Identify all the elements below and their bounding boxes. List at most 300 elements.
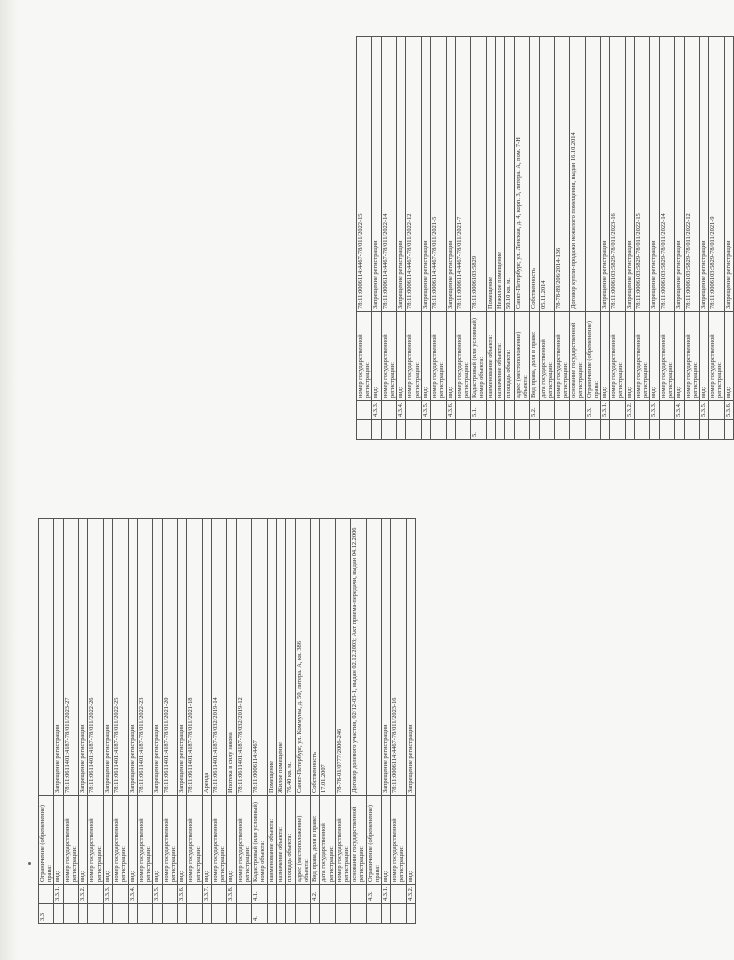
field-value: Запрещение регистрации (178, 519, 187, 796)
field-value: Собственность (530, 37, 539, 312)
field-value: Запрещение регистрации (446, 37, 455, 312)
field-label: вид: (202, 796, 211, 885)
field-label: Ограничение (обременение) права: (39, 796, 54, 885)
field-value: 78-78-89/206/2014-136 (554, 37, 569, 312)
field-label: Кадастровый (или условный) номер объекта: (252, 796, 267, 885)
item-number: 5.3.4. (675, 401, 684, 420)
table-row (397, 37, 406, 440)
table-row (178, 519, 187, 924)
item-number: 4.3. (366, 885, 381, 904)
item-number (496, 401, 505, 420)
table-row (88, 519, 103, 924)
section-number (600, 420, 609, 440)
item-number (137, 885, 152, 904)
item-number: 4.3.3. (372, 401, 381, 420)
table-row (391, 519, 406, 924)
item-number: 4.3.2. (406, 885, 415, 904)
field-value: Договор купли-продажи нежилого помещения, выдан 16.10.2014 (570, 37, 585, 312)
field-value: Помещение (486, 37, 495, 312)
field-label: номер государственной регистрации: (88, 796, 103, 885)
field-value (585, 37, 600, 312)
field-value: Запрещение регистрации (699, 37, 708, 312)
table-row (554, 37, 569, 440)
field-label: номер государственной регистрации: (659, 312, 674, 401)
field-label: номер государственной регистрации: (684, 312, 699, 401)
table-row (421, 37, 430, 440)
field-value: 50.10 кв. м. (505, 37, 514, 312)
field-label: Ограничение (обременение) права: (585, 312, 600, 401)
section-number (650, 420, 659, 440)
field-label: номер государственной регистрации: (113, 796, 128, 885)
field-label: вид: (699, 312, 708, 401)
table-row (699, 37, 708, 440)
section-number (421, 420, 430, 440)
section-number (496, 420, 505, 440)
item-number (709, 401, 724, 420)
table-row (335, 519, 350, 924)
field-value: 78:11:0611401:4187-78/032/2019-12 (236, 519, 251, 796)
item-number (570, 401, 585, 420)
field-label: площадь объекта: (286, 796, 295, 885)
item-number: 5.2. (530, 401, 539, 420)
field-label: номер государственной регистрации: (554, 312, 569, 401)
table-row (675, 37, 684, 440)
field-value: Нежилое помещение (496, 37, 505, 312)
section-number (381, 420, 396, 440)
item-number (635, 401, 650, 420)
field-value: 78-78-01/0777/2006-246 (335, 519, 350, 796)
field-label: номер государственной регистрации: (381, 312, 396, 401)
table-row (455, 37, 470, 440)
item-number: 4.3.4. (397, 401, 406, 420)
item-number: 5.3.1. (600, 401, 609, 420)
field-label: основание государственной регистрации: (351, 796, 366, 885)
field-label: вид: (227, 796, 236, 885)
field-label: Вид права, доля в праве: (311, 796, 320, 885)
field-value: 17.01.2007 (320, 519, 335, 796)
field-label: номер государственной регистрации: (187, 796, 202, 885)
item-number (162, 885, 177, 904)
field-value: Договор долевого участия, 02/12-03-1, выдан 02.12.2003; Акт приема-передачи, выдан 04.12.2006 (351, 519, 366, 796)
item-number: 4.1. (252, 885, 267, 904)
table-row (471, 37, 486, 440)
table-row (381, 519, 390, 924)
item-number: 4.3.5. (421, 401, 430, 420)
section-number (372, 420, 381, 440)
table-row (610, 37, 625, 440)
field-value: 78:11:0006103:5829-78/011/2021-9 (709, 37, 724, 312)
field-value: 78:11:0006114:4467-78/011/2022-14 (381, 37, 396, 312)
item-number: 3.3.3. (103, 885, 112, 904)
section-number (276, 904, 285, 924)
item-number: 4.3.1. (381, 885, 390, 904)
table-row (103, 519, 112, 924)
scan-speck (28, 862, 31, 865)
field-value: 78:11:0611401:4187-78/011/2021-20 (162, 519, 177, 796)
section-number (514, 420, 529, 440)
field-label: номер государственной регистрации: (431, 312, 446, 401)
field-label: вид: (178, 796, 187, 885)
table-row (539, 37, 554, 440)
field-value (366, 519, 381, 796)
item-number (320, 885, 335, 904)
scan-edge-shadow (0, 0, 18, 960)
field-value: 78:11:0611401:4187-78/011/2022-25 (113, 519, 128, 796)
section-number (486, 420, 495, 440)
field-value: Запрещение регистрации (372, 37, 381, 312)
field-value: Запрещение регистрации (600, 37, 609, 312)
table-row (212, 519, 227, 924)
item-number (88, 885, 103, 904)
field-label: Кадастровый (или условный) номер объекта: (471, 312, 486, 401)
field-label: номер государственной регистрации: (635, 312, 650, 401)
table-row (128, 519, 137, 924)
item-number (286, 885, 295, 904)
field-label: вид: (650, 312, 659, 401)
table-row (79, 519, 88, 924)
field-value: Запрещение регистрации (79, 519, 88, 796)
item-number (659, 401, 674, 420)
section-number (530, 420, 539, 440)
item-number (276, 885, 285, 904)
field-value: 78:11:0006114:4467-78/011/2022-12 (406, 37, 421, 312)
field-value: Запрещение регистрации (103, 519, 112, 796)
item-number (539, 401, 554, 420)
section-number (366, 904, 381, 924)
table-row (406, 519, 415, 924)
table-row (684, 37, 699, 440)
item-number (455, 401, 470, 420)
field-label: площадь объекта: (505, 312, 514, 401)
field-label: номер государственной регистрации: (137, 796, 152, 885)
field-label: назначение объекта: (496, 312, 505, 401)
field-label: адрес (местоположение) объекта: (514, 312, 529, 401)
field-value: 05.11.2014 (539, 37, 554, 312)
field-label: номер государственной регистрации: (212, 796, 227, 885)
section-number (659, 420, 674, 440)
item-number (335, 885, 350, 904)
field-label: номер государственной регистрации: (162, 796, 177, 885)
section-number (311, 904, 320, 924)
table-row (724, 37, 733, 440)
field-value: 76.40 кв. м. (286, 519, 295, 796)
section-number (610, 420, 625, 440)
item-number: 4.3.6. (446, 401, 455, 420)
field-value: 78:11:0006114:4467-78/011/2021-7 (455, 37, 470, 312)
section-number: 3.3 (39, 904, 54, 924)
item-number (63, 885, 78, 904)
field-label: вид: (54, 796, 63, 885)
field-value: 78:11:0611401:4187-78/032/2019-14 (212, 519, 227, 796)
table-row (406, 37, 421, 440)
field-label: вид: (724, 312, 733, 401)
item-number (295, 885, 310, 904)
field-value: 78:11:0611401:4187-78/011/2022-26 (88, 519, 103, 796)
section-number (585, 420, 600, 440)
section-number (113, 904, 128, 924)
table-row (514, 37, 529, 440)
section-number (724, 420, 733, 440)
section-number (455, 420, 470, 440)
section-number (202, 904, 211, 924)
field-value (39, 519, 54, 796)
table-row (137, 519, 152, 924)
field-value: Запрещение регистрации (381, 519, 390, 796)
table-row (227, 519, 236, 924)
field-value: Запрещение регистрации (153, 519, 162, 796)
field-label: Вид права, доля в праве: (530, 312, 539, 401)
field-value: 78:11:0006103:5829-78/011/2022-14 (659, 37, 674, 312)
item-number (514, 401, 529, 420)
section-number (187, 904, 202, 924)
table-row (267, 519, 276, 924)
section-number: 4. (252, 904, 267, 924)
field-label: вид: (600, 312, 609, 401)
field-label: номер государственной регистрации: (357, 312, 372, 401)
field-label: номер государственной регистрации: (610, 312, 625, 401)
section-number (286, 904, 295, 924)
section-number (684, 420, 699, 440)
field-value: 78:11:0006103:5829-78/011/2022-12 (684, 37, 699, 312)
field-value: 78:11:0006103:5829 (471, 37, 486, 312)
table-row (372, 37, 381, 440)
table-row (320, 519, 335, 924)
item-number: 5.3.3. (650, 401, 659, 420)
section-number (88, 904, 103, 924)
table-row (276, 519, 285, 924)
table-row (709, 37, 724, 440)
section-number (162, 904, 177, 924)
item-number (351, 885, 366, 904)
field-label: номер государственной регистрации: (335, 796, 350, 885)
item-number: 5.3.5. (699, 401, 708, 420)
table-row (351, 519, 366, 924)
section-number (505, 420, 514, 440)
section-number (554, 420, 569, 440)
table-row (286, 519, 295, 924)
field-value: 78:11:0611401:4187-78/011/2022-23 (137, 519, 152, 796)
item-number (486, 401, 495, 420)
section-number (295, 904, 310, 924)
field-value: 78:11:0006114:4467-78/011/2023-16 (391, 519, 406, 796)
section-number (351, 904, 366, 924)
item-number: 3.3.4. (128, 885, 137, 904)
field-label: наименование объекта: (267, 796, 276, 885)
field-value: Запрещение регистрации (421, 37, 430, 312)
field-value: Запрещение регистрации (625, 37, 634, 312)
item-number: 3.3.6. (178, 885, 187, 904)
item-number: 3.3.1. (54, 885, 63, 904)
section-number (446, 420, 455, 440)
field-label: вид: (406, 796, 415, 885)
item-number (391, 885, 406, 904)
section-number (236, 904, 251, 924)
field-value: 78:11:0006114:4467-78/011/2021-5 (431, 37, 446, 312)
table-row (446, 37, 455, 440)
field-label: наименование объекта: (486, 312, 495, 401)
table-row (153, 519, 162, 924)
table-row (187, 519, 202, 924)
field-label: номер государственной регистрации: (236, 796, 251, 885)
table-row (63, 519, 78, 924)
field-value: Запрещение регистрации (397, 37, 406, 312)
left-registry-table-block (38, 518, 416, 924)
section-number (79, 904, 88, 924)
field-value: Запрещение регистрации (406, 519, 415, 796)
field-value: Запрещение регистрации (54, 519, 63, 796)
section-number (397, 420, 406, 440)
section-number (570, 420, 585, 440)
field-label: вид: (153, 796, 162, 885)
field-value: 78:11:0006114:4467-78/011/2022-15 (357, 37, 372, 312)
section-number (391, 904, 406, 924)
left-registry-table (38, 518, 416, 924)
field-value: Запрещение регистрации (675, 37, 684, 312)
table-row (505, 37, 514, 440)
item-number: 5.3.2. (625, 401, 634, 420)
table-row (113, 519, 128, 924)
item-number: 3.3.8. (227, 885, 236, 904)
field-label: дата государственной регистрации: (539, 312, 554, 401)
field-label: назначение объекта: (276, 796, 285, 885)
field-value: 78:11:0006103:5829-78/011/2023-16 (610, 37, 625, 312)
right-registry-table (356, 36, 734, 440)
section-number (54, 904, 63, 924)
section-number (406, 904, 415, 924)
table-row (650, 37, 659, 440)
item-number (236, 885, 251, 904)
section-number (406, 420, 421, 440)
field-value: 78:11:0006103:5829-78/011/2022-15 (635, 37, 650, 312)
table-row (236, 519, 251, 924)
table-row (585, 37, 600, 440)
section-number (178, 904, 187, 924)
field-value: Санкт-Петербург, ул. Ленская, д. 4, корп. 3, литера. А, пом. 7-Н (514, 37, 529, 312)
table-row (39, 519, 54, 924)
section-number (212, 904, 227, 924)
field-value: 78:11:0611401:4187-78/011/2023-27 (63, 519, 78, 796)
table-row (295, 519, 310, 924)
item-number (554, 401, 569, 420)
field-value: Аренда (202, 519, 211, 796)
field-value: Запрещение регистрации (724, 37, 733, 312)
section-number (625, 420, 634, 440)
item-number: 4.2. (311, 885, 320, 904)
item-number (610, 401, 625, 420)
table-row (202, 519, 211, 924)
field-value: 78:11:0006114:4467 (252, 519, 267, 796)
table-row (54, 519, 63, 924)
item-number: 5.3.6. (724, 401, 733, 420)
right-registry-table-block (356, 36, 734, 440)
field-label: номер государственной регистрации: (455, 312, 470, 401)
field-label: вид: (625, 312, 634, 401)
field-label: вид: (397, 312, 406, 401)
section-number (137, 904, 152, 924)
table-row (635, 37, 650, 440)
table-row (659, 37, 674, 440)
field-label: номер государственной регистрации: (391, 796, 406, 885)
item-number (39, 885, 54, 904)
field-label: вид: (128, 796, 137, 885)
table-row (625, 37, 634, 440)
field-value: 78:11:0611401:4187-78/011/2021-18 (187, 519, 202, 796)
field-label: адрес (местоположение) объекта: (295, 796, 310, 885)
field-label: Ограничение (обременение) права: (366, 796, 381, 885)
table-row (311, 519, 320, 924)
section-number (335, 904, 350, 924)
field-value: Запрещение регистрации (650, 37, 659, 312)
field-label: вид: (421, 312, 430, 401)
item-number (267, 885, 276, 904)
field-label: вид: (79, 796, 88, 885)
table-row (530, 37, 539, 440)
section-number (357, 420, 372, 440)
field-label: вид: (675, 312, 684, 401)
item-number (406, 401, 421, 420)
table-row (162, 519, 177, 924)
table-row (381, 37, 396, 440)
field-label: вид: (103, 796, 112, 885)
table-row (486, 37, 495, 440)
section-number (320, 904, 335, 924)
section-number (539, 420, 554, 440)
field-label: дата государственной регистрации: (320, 796, 335, 885)
item-number (431, 401, 446, 420)
item-number (187, 885, 202, 904)
section-number (227, 904, 236, 924)
item-number: 3.3.5. (153, 885, 162, 904)
field-label: вид: (372, 312, 381, 401)
section-number (675, 420, 684, 440)
item-number (381, 401, 396, 420)
field-label: вид: (446, 312, 455, 401)
field-label: номер государственной регистрации: (63, 796, 78, 885)
item-number (684, 401, 699, 420)
section-number (709, 420, 724, 440)
item-number: 5.3. (585, 401, 600, 420)
table-row (366, 519, 381, 924)
table-row (496, 37, 505, 440)
table-row (252, 519, 267, 924)
field-value: Запрещение регистрации (128, 519, 137, 796)
field-value: Жилое помещение (276, 519, 285, 796)
section-number (128, 904, 137, 924)
field-value: Санкт-Петербург, ул. Коммуны, д. 50, литера. А, кв. 386 (295, 519, 310, 796)
section-number (381, 904, 390, 924)
section-number: 5. (471, 420, 486, 440)
field-value: Собственность (311, 519, 320, 796)
field-label: вид: (381, 796, 390, 885)
item-number: 3.3.7. (202, 885, 211, 904)
section-number (267, 904, 276, 924)
section-number (153, 904, 162, 924)
section-number (431, 420, 446, 440)
table-row (357, 37, 372, 440)
table-row (570, 37, 585, 440)
table-row (600, 37, 609, 440)
item-number: 3.3.2. (79, 885, 88, 904)
section-number (699, 420, 708, 440)
item-number (212, 885, 227, 904)
field-value: Помещение (267, 519, 276, 796)
field-label: номер государственной регистрации: (709, 312, 724, 401)
section-number (63, 904, 78, 924)
item-number: 5.1. (471, 401, 486, 420)
table-row (431, 37, 446, 440)
section-number (635, 420, 650, 440)
field-label: номер государственной регистрации: (406, 312, 421, 401)
